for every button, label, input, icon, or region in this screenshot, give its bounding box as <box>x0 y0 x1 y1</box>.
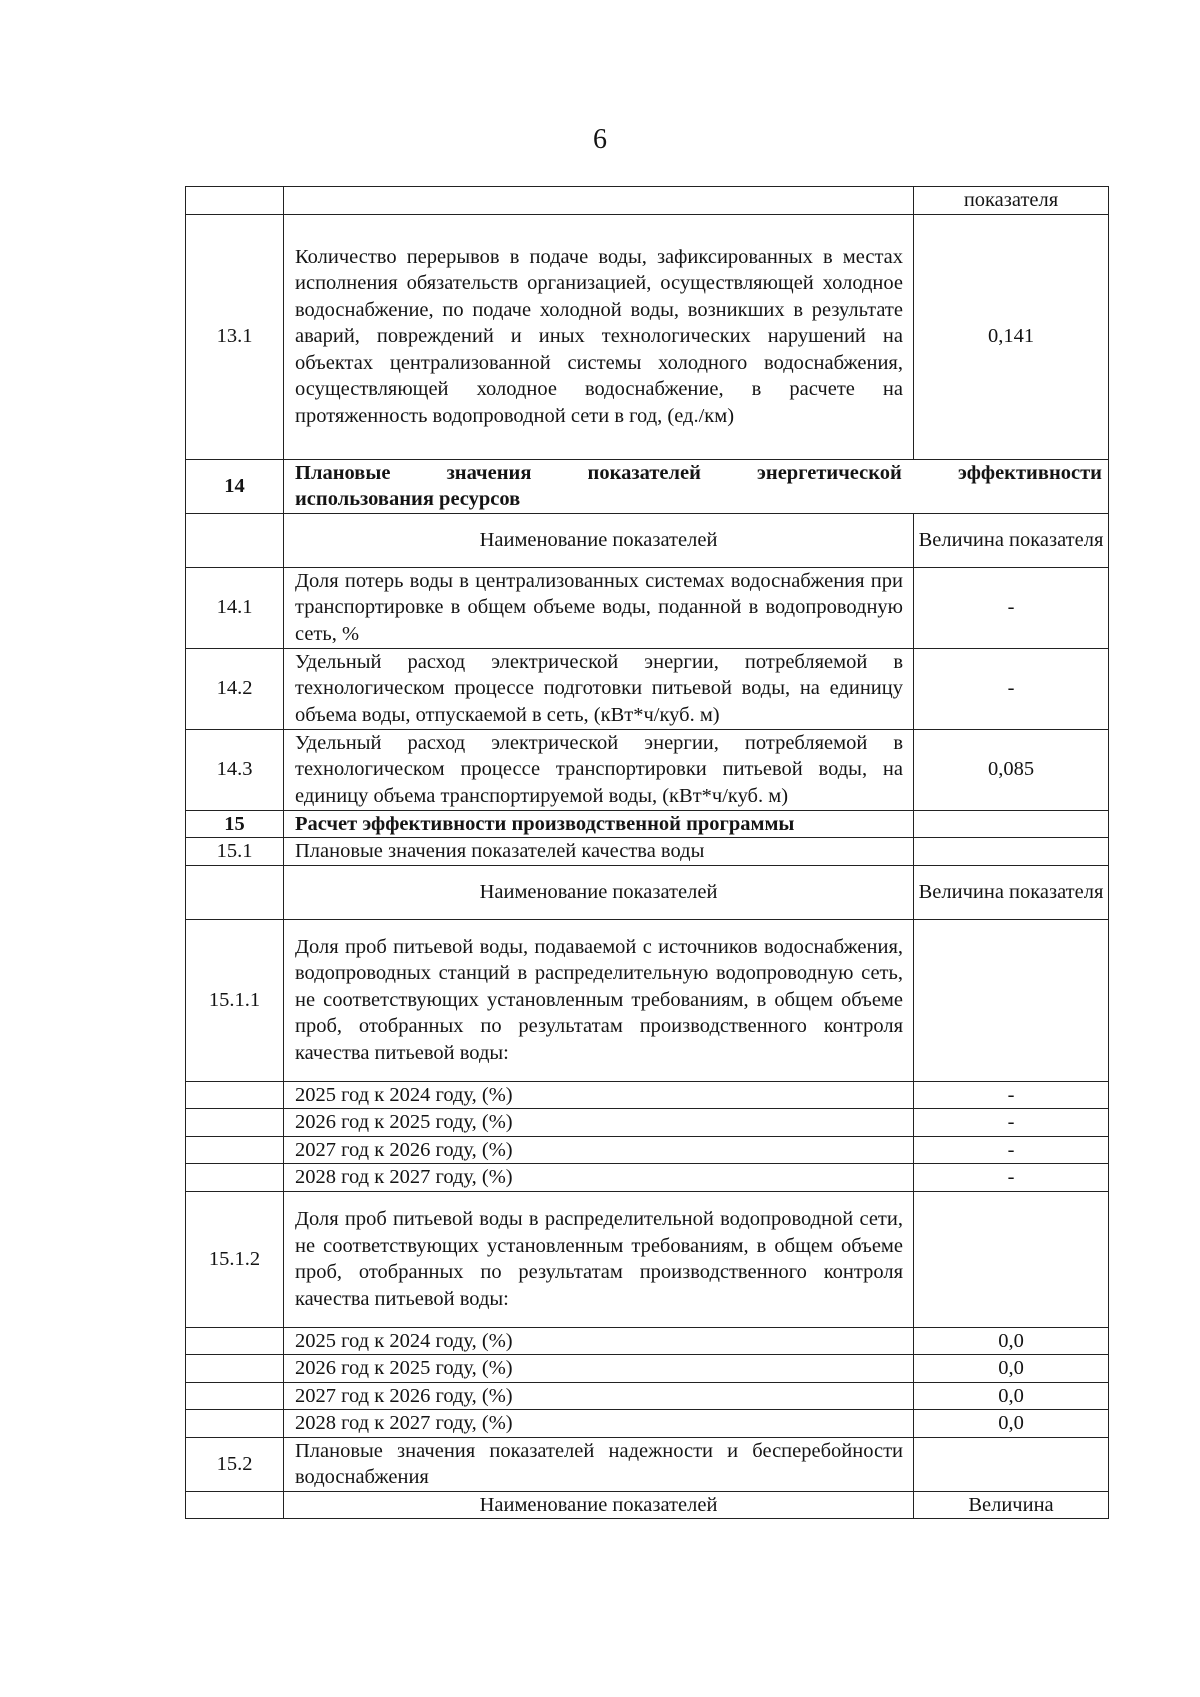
table-row <box>186 187 1109 215</box>
section-title: Плановые значения показателей энергетической эффективности использования ресурсов <box>284 459 1109 513</box>
row-text: 2028 год к 2027 году, (%) <box>284 1410 914 1438</box>
row-value: 0,0 <box>914 1410 1109 1438</box>
indicators-table <box>185 186 1109 1519</box>
row-text: Доля проб питьевой воды, подаваемой с источников водоснабжения, водопроводных станций в распределительную водопроводную сеть, не соответствующих установленным требованиям, в общем объеме проб, отобранных по результатам производственного контроля качества питьевой воды: <box>284 919 914 1081</box>
row-value: 0,0 <box>914 1355 1109 1383</box>
section-row <box>186 459 1109 513</box>
row-number: 15.1.1 <box>186 919 284 1081</box>
table-row <box>186 1164 1109 1192</box>
row-value: 0,0 <box>914 1382 1109 1410</box>
row-number: 14.1 <box>186 567 284 648</box>
row-number <box>186 187 284 215</box>
row-text: Доля проб питьевой воды в распределительной водопроводной сети, не соответствующих установленным требованиям, в общем объеме проб, отобранных по результатам производственного контроля качества питьевой воды: <box>284 1191 914 1327</box>
row-value: 0,0 <box>914 1327 1109 1355</box>
row-value: показателя <box>914 187 1109 215</box>
section-number: 15 <box>186 810 284 838</box>
table-row <box>186 1081 1109 1109</box>
row-number: 15.2 <box>186 1437 284 1491</box>
column-header-name: Наименование показателей <box>284 1491 914 1519</box>
table-row <box>186 1327 1109 1355</box>
table-header-row <box>186 1491 1109 1519</box>
table-header-row <box>186 865 1109 919</box>
section-number: 14 <box>186 459 284 513</box>
row-text: 2026 год к 2025 году, (%) <box>284 1355 914 1383</box>
row-text: 2028 год к 2027 году, (%) <box>284 1164 914 1192</box>
table-row <box>186 1109 1109 1137</box>
table-row <box>186 1382 1109 1410</box>
page-number: 6 <box>593 124 607 155</box>
table-row <box>186 1437 1109 1491</box>
row-text: Удельный расход электрической энергии, потребляемой в технологическом процессе подготовки питьевой воды, на единицу объема воды, отпускаемой в сеть, (кВт*ч/куб. м) <box>284 648 914 729</box>
row-text: 2027 год к 2026 году, (%) <box>284 1136 914 1164</box>
row-value: - <box>914 648 1109 729</box>
section-row <box>186 810 1109 838</box>
column-header-value: Величина <box>914 1491 1109 1519</box>
table-row <box>186 1136 1109 1164</box>
row-value: 0,085 <box>914 729 1109 810</box>
row-text: 2026 год к 2025 году, (%) <box>284 1109 914 1137</box>
row-text: 2027 год к 2026 году, (%) <box>284 1382 914 1410</box>
row-text: Доля потерь воды в централизованных системах водоснабжения при транспортировке в общем объеме воды, поданной в водопроводную сеть, % <box>284 567 914 648</box>
row-text: Удельный расход электрической энергии, потребляемой в технологическом процессе транспортировки питьевой воды, на единицу объема транспортируемой воды, (кВт*ч/куб. м) <box>284 729 914 810</box>
row-text: Плановые значения показателей качества воды <box>284 838 914 866</box>
row-value: - <box>914 1081 1109 1109</box>
table-row <box>186 838 1109 866</box>
row-value: - <box>914 1109 1109 1137</box>
table-row <box>186 919 1109 1081</box>
table-row <box>186 729 1109 810</box>
table-row <box>186 1410 1109 1438</box>
row-text: Количество перерывов в подаче воды, зафиксированных в местах исполнения обязательств организацией, осуществляющей холодное водоснабжение, по подаче холодной воды, возникших в результате аварий, повреждений и иных технологических нарушений на объектах централизованной системы холодного водоснабжения, осуществляющей холодное водоснабжение, в расчете на протяженность водопроводной сети в год, (ед./км) <box>284 214 914 459</box>
row-number: 15.1.2 <box>186 1191 284 1327</box>
row-value: 0,141 <box>914 214 1109 459</box>
column-header-name: Наименование показателей <box>284 513 914 567</box>
row-text: 2025 год к 2024 году, (%) <box>284 1081 914 1109</box>
column-header-name: Наименование показателей <box>284 865 914 919</box>
section-title: Расчет эффективности производственной программы <box>284 810 914 838</box>
table-header-row <box>186 513 1109 567</box>
row-value: - <box>914 567 1109 648</box>
column-header-value: Величина показателя <box>914 513 1109 567</box>
table-row <box>186 1191 1109 1327</box>
row-value: - <box>914 1164 1109 1192</box>
row-text: 2025 год к 2024 году, (%) <box>284 1327 914 1355</box>
table-row <box>186 567 1109 648</box>
row-text: Плановые значения показателей надежности и бесперебойности водоснабжения <box>284 1437 914 1491</box>
row-value: - <box>914 1136 1109 1164</box>
table-row <box>186 214 1109 459</box>
row-number: 13.1 <box>186 214 284 459</box>
row-number: 15.1 <box>186 838 284 866</box>
row-text <box>284 187 914 215</box>
row-number: 14.2 <box>186 648 284 729</box>
table-row <box>186 1355 1109 1383</box>
table-row <box>186 648 1109 729</box>
column-header-value: Величина показателя <box>914 865 1109 919</box>
row-number: 14.3 <box>186 729 284 810</box>
